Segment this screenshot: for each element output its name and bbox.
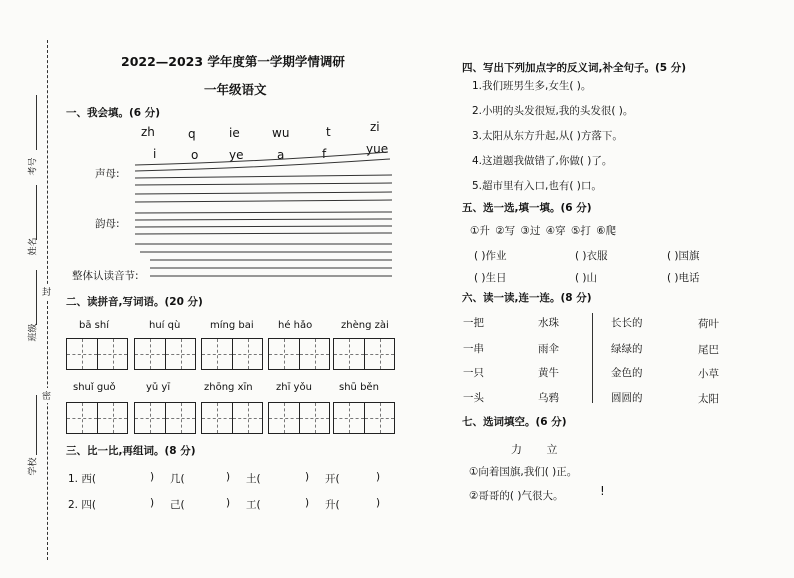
writing-box-group[interactable] [66, 402, 128, 434]
s3-r2-b: 己( [170, 499, 185, 511]
s6-col3-3: 金色的 [611, 367, 643, 379]
xuexiao-underline [36, 395, 37, 455]
s3-r2-d-close: ) [376, 497, 381, 509]
s6-col1-3: 一只 [463, 367, 484, 379]
exam-subtitle: 一年级语文 [204, 82, 267, 97]
binding-feng-mark: 封 [42, 284, 51, 299]
s3-r1-c-close: ) [305, 471, 310, 483]
s6-col1-1: 一把 [463, 317, 484, 329]
s5-options: ①升 ②写 ③过 ④穿 ⑤打 ⑥爬 [470, 225, 617, 237]
s3-r2-a: 2. 四( [68, 499, 96, 511]
pinyin-bottom-5: f [322, 147, 327, 161]
pinyin-bottom-1: i [153, 147, 157, 161]
s3-r2-c: 工( [246, 499, 261, 511]
writing-box-group[interactable] [268, 402, 330, 434]
s7-words: 力 立 [511, 443, 558, 456]
writing-box-group[interactable] [66, 338, 128, 370]
xingming-label: 姓名 [28, 237, 39, 256]
s3-r2-c-close: ) [305, 497, 310, 509]
binding-mi-mark: 密 [42, 388, 51, 403]
writing-box-group[interactable] [201, 402, 263, 434]
s3-r1-b: 几( [170, 473, 185, 485]
xuexiao-label: 学校 [28, 457, 39, 476]
label-shengmu: 声母: [95, 168, 120, 180]
s6-col2-1: 水珠 [538, 317, 559, 329]
s6-col3-2: 绿绿的 [611, 343, 643, 355]
s6-col4-1: 荷叶 [698, 318, 719, 330]
s6-col4-2: 尾巴 [698, 344, 719, 356]
s3-r1-d: 开( [325, 473, 340, 485]
s2-pinyin-10: shū běn [339, 382, 379, 393]
writing-box-group[interactable] [333, 338, 395, 370]
pinyin-top-5: t [326, 125, 331, 139]
s5-r1-c: ( )国旗 [667, 250, 700, 262]
s6-col3-4: 圆圆的 [611, 392, 643, 404]
pinyin-top-1: zh [141, 125, 155, 139]
s2-pinyin-9: zhī yǒu [276, 382, 312, 393]
s3-r1-a-close: ) [150, 471, 155, 483]
pinyin-top-4: wu [272, 126, 290, 140]
s6-col2-3: 黄牛 [538, 367, 559, 379]
writing-lines [0, 0, 420, 300]
pinyin-top-3: ie [229, 126, 240, 140]
s2-pinyin-7: yǔ yī [146, 382, 171, 393]
exam-title: 2022—2023 学年度第一学期学情调研 [121, 54, 345, 69]
s5-r1-b: ( )衣服 [575, 250, 608, 262]
s6-col2-2: 雨伞 [538, 343, 559, 355]
s4-item-2: 2.小明的头发很短,我的头发很( )。 [472, 105, 634, 117]
section1-title: 一、我会填。(6 分) [66, 107, 161, 119]
s2-pinyin-6: shuǐ guǒ [73, 382, 116, 393]
label-zhengti: 整体认读音节: [72, 270, 139, 282]
s4-item-4: 4.这道题我做错了,你做( )了。 [472, 155, 613, 167]
s2-pinyin-2: huí qù [149, 320, 181, 331]
s3-r2-a-close: ) [150, 497, 155, 509]
s2-pinyin-3: míng bai [210, 320, 254, 331]
label-yunmu: 韵母: [95, 218, 120, 230]
writing-box-group[interactable] [134, 402, 196, 434]
s6-col4-3: 小草 [698, 368, 719, 380]
kaohao-label: 考号 [28, 157, 39, 176]
pinyin-top-6: zi [370, 120, 380, 134]
s5-r1-a: ( )作业 [474, 250, 507, 262]
s6-col1-2: 一串 [463, 343, 484, 355]
s2-pinyin-5: zhèng zài [341, 320, 389, 331]
s4-item-1: 1.我们班男生多,女生( )。 [472, 80, 592, 92]
pinyin-bottom-4: a [277, 148, 285, 162]
s3-r1-c: 土( [246, 473, 261, 485]
section4-title: 四、写出下列加点字的反义词,补全句子。(5 分) [462, 62, 687, 74]
s3-r2-d: 升( [325, 499, 340, 511]
s3-r1-d-close: ) [376, 471, 381, 483]
writing-box-group[interactable] [268, 338, 330, 370]
pinyin-bottom-3: ye [229, 148, 244, 162]
writing-box-group[interactable] [333, 402, 395, 434]
s4-item-3: 3.太阳从东方升起,从( )方落下。 [472, 130, 623, 142]
pinyin-top-2: q [188, 127, 196, 141]
s6-col1-4: 一头 [463, 392, 484, 404]
section7-title: 七、选词填空。(6 分) [462, 416, 567, 428]
writing-box-group[interactable] [134, 338, 196, 370]
s6-col4-4: 太阳 [698, 393, 719, 405]
section5-title: 五、选一选,填一填。(6 分) [462, 202, 592, 214]
section3-title: 三、比一比,再组词。(8 分) [66, 445, 196, 457]
banji-label: 班级 [28, 323, 39, 342]
section2-title: 二、读拼音,写词语。(20 分) [66, 296, 203, 308]
pinyin-bottom-2: o [191, 148, 199, 162]
s3-r1-a: 1. 西( [68, 473, 96, 485]
pinyin-bottom-6: yue [366, 142, 389, 156]
section6-title: 六、读一读,连一连。(8 分) [462, 292, 592, 304]
s5-r2-b: ( )山 [575, 272, 598, 284]
s3-r1-b-close: ) [226, 471, 231, 483]
s7-q1: ①向着国旗,我们( )正。 [469, 466, 578, 478]
s6-divider [592, 313, 593, 403]
s6-col3-1: 长长的 [611, 317, 643, 329]
s7-exclaim: ! [600, 484, 605, 498]
s6-col2-4: 乌鸦 [538, 392, 559, 404]
s4-item-5: 5.超市里有入口,也有( )口。 [472, 180, 602, 192]
s7-q2: ②哥哥的( )气很大。 [469, 490, 564, 502]
s3-r2-b-close: ) [226, 497, 231, 509]
s2-pinyin-1: bā shí [79, 320, 109, 331]
s5-r2-c: ( )电话 [667, 272, 700, 284]
s5-r2-a: ( )生日 [474, 272, 507, 284]
s2-pinyin-4: hé hǎo [278, 320, 313, 331]
writing-box-group[interactable] [201, 338, 263, 370]
s2-pinyin-8: zhōng xīn [204, 382, 253, 393]
